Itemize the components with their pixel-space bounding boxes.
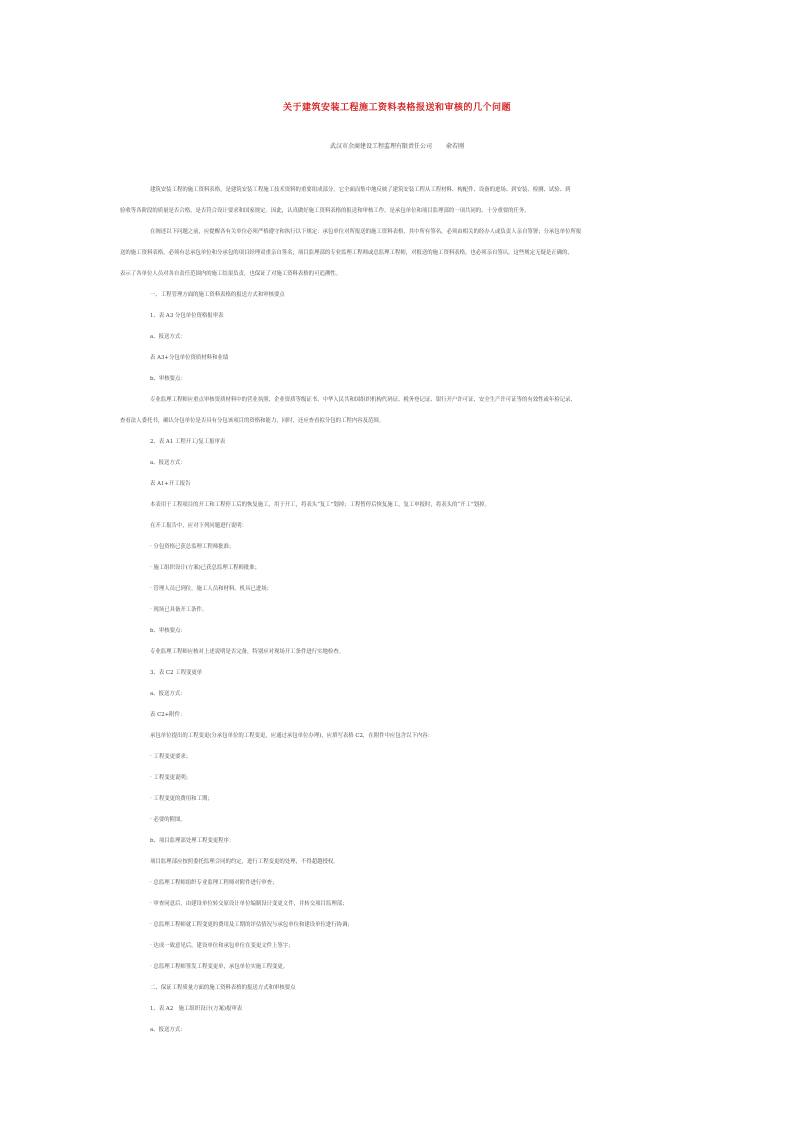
- paragraph-line: 一、工程管理方面的施工资料表格的报送方式和审核要点: [150, 292, 285, 298]
- paragraph-line: · 施工组织设计(方案)已获总监理工程师批准；: [150, 565, 261, 571]
- paragraph-line: 1、表 A2 施工组织设计(方案)报审表: [150, 1006, 243, 1012]
- paragraph-line: · 分包资格已获总监理工程师批准；: [150, 544, 235, 550]
- paragraph-line: a、报送方式：: [150, 460, 186, 466]
- paragraph-line: 查看法人委托书，确认分包单位是否具有分包该项目的资格和能力，同时，还应查看拟分包的工程内容及范围。: [120, 418, 385, 424]
- paragraph-line: 项目监理部应按照委托监理合同的约定，进行工程变更的处理，不得超越授权。: [150, 859, 339, 865]
- paragraph-line: b、审核要点：: [150, 376, 186, 382]
- paragraph-line: 在阐述以下问题之前，应提醒各有关单位必须严格遵守和执行以下规定：承包单位对所报送的施工资料表格，其中所有签名，必须由相关的经办人或负责人亲自签署；分承包单位所报: [150, 229, 582, 235]
- paragraph-line: 本表用于工程项目的开工和工程停工后的恢复施工，用于开工，将表头“复工”划掉；工程暂停后恢复施工，复工申报时，将表头的“开工”划掉。: [150, 502, 490, 508]
- paragraph-line: 二、保证工程质量方面的施工资料表格的报送方式和审核要点: [150, 985, 296, 991]
- paragraph-line: 专业监理工程师应核对上述说明是否完备，特别应对现场开工条件进行实地检查。: [150, 649, 345, 655]
- paragraph-line: a、报送方式：: [150, 334, 186, 340]
- paragraph-line: a、报送方式：: [150, 691, 186, 697]
- paragraph-line: 送的施工资料表格，必须有总承包单位和分承包的项目经理双重亲自签名；项目监理部的专业监理工程师或总监理工程师，对报送的施工资料表格，也必须亲自签认。这些规定无疑是正确的，: [120, 250, 573, 256]
- paragraph-line: 3、表 C2 工程变更单: [150, 670, 203, 676]
- paragraph-line: a、报送方式：: [150, 1027, 186, 1033]
- paragraph-line: · 总监理工程师签发工程变更单，承包单位实施工程变更。: [150, 964, 289, 970]
- paragraph-line: · 总监理工程师组织专业监理工程师对附件进行审查；: [150, 880, 278, 886]
- paragraph-line: 表 A3+分包单位资质材料和业绩: [150, 355, 229, 361]
- paragraph-line: b、审核要点：: [150, 628, 186, 634]
- paragraph-line: 1、表 A3 分包单位资格报审表: [150, 313, 224, 319]
- paragraph-line: · 必要的附图。: [150, 817, 186, 823]
- paragraph-line: · 工程变更说明；: [150, 775, 192, 781]
- paragraph-line: · 现场已具备开工条件。: [150, 607, 208, 613]
- paragraph-line: 建筑安装工程的施工资料表格，是建筑安装工程施工技术资料的重要组成部分。它全面而集中地反映了建筑安装工程从工程材料、构配件、设备的进场、到安装、检测、试验、到: [150, 187, 571, 193]
- paragraph-line: b、项目监理部处理工程变更程序：: [150, 838, 235, 844]
- paragraph-line: 专业监理工程师应重点审核资质材料中的营业执照、企业资质等级证书、中华人民共和国组织机构代码证、税务登记证、银行开户许可证、安全生产许可证等的有效性或年检记录，: [150, 397, 576, 403]
- author-organization: 武汉市余商建设工程监理有限责任公司: [329, 143, 432, 150]
- document-body: [120, 180, 676, 1041]
- paragraph-line: 表 C2+附件：: [150, 712, 186, 718]
- paragraph-line: 2、表 A1 工程开工/复工报审表: [150, 439, 226, 445]
- paragraph-line: 表示了各单位人员对各自责任范围内的施工结果负责，也保证了对施工资料表格的可追溯性。: [120, 271, 342, 277]
- page-title: 关于建筑安装工程施工资料表格报送和审核的几个问题: [282, 103, 511, 113]
- paragraph-line: · 审查同意后，由建设单位转交原设计单位编制设计变更文件，并转交项目监理部；: [150, 901, 348, 907]
- paragraph-line: 承包单位提出的工程变更(分承包单位的工程变更，应通过承包单位办理)，应填写表格 C2，在附件中应包含以下内容：: [150, 733, 434, 739]
- paragraph-line: · 管理人员已到位，施工人员和材料、机具已进场；: [150, 586, 273, 592]
- paragraph-line: · 工程变更要求；: [150, 754, 192, 760]
- paragraph-line: 验收等各阶段的质量是否合格，是否符合设计要求和国家规定。因此，认真做好施工资料表格的报送和审核工作，是承包单位和项目监理部的一项共同的、十分重要的任务。: [120, 208, 530, 214]
- paragraph-line: · 达成一致意见后，建设单位和承包单位在变更文件上签字；: [150, 943, 294, 949]
- paragraph-line: · 总监理工程师就工程变更的费用及工期的评估情况与承包单位和建设单位进行协调；: [150, 922, 353, 928]
- byline: [0, 141, 794, 150]
- paragraph-line: · 工程变更的费用和工期；: [150, 796, 213, 802]
- author-name: 俞若刚: [446, 143, 465, 150]
- paragraph-line: 表 A1+开工报告: [150, 481, 191, 487]
- paragraph-line: 在开工报告中，应对下列问题进行说明：: [150, 523, 248, 529]
